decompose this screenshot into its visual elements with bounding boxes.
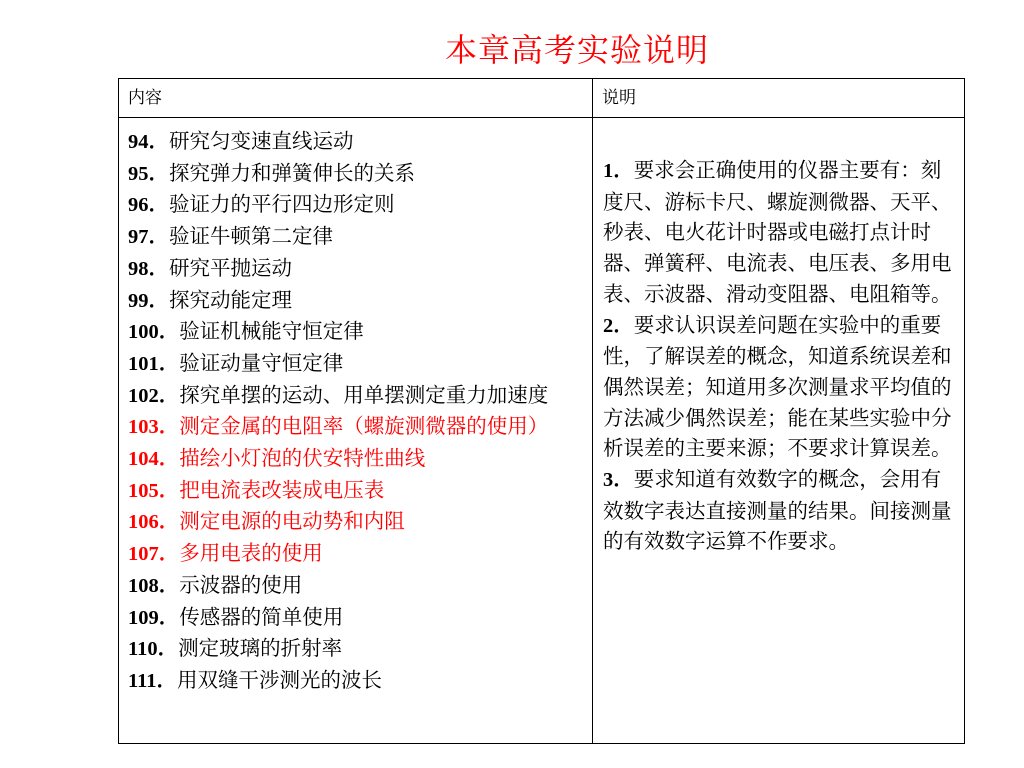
experiment-number: 102． bbox=[128, 384, 180, 407]
experiment-text: 探究弹力和弹簧伸长的关系 bbox=[169, 160, 415, 185]
experiment-item bbox=[128, 665, 588, 697]
experiment-text: 示波器的使用 bbox=[179, 572, 303, 597]
experiment-text: 验证力的平行四边形定则 bbox=[169, 192, 395, 217]
experiment-item bbox=[128, 475, 588, 507]
experiment-item bbox=[128, 506, 588, 538]
experiment-text: 测定玻璃的折射率 bbox=[178, 636, 343, 661]
experiment-item bbox=[128, 633, 588, 665]
experiment-text: 验证机械能守恒定律 bbox=[179, 319, 364, 344]
experiment-item bbox=[128, 411, 588, 443]
experiment-text: 多用电表的使用 bbox=[179, 541, 323, 566]
experiment-number: 99． bbox=[128, 289, 169, 312]
experiment-item bbox=[128, 285, 588, 317]
experiment-item bbox=[128, 189, 588, 221]
experiment-number: 95． bbox=[128, 162, 169, 185]
experiment-item bbox=[128, 380, 588, 412]
experiment-number: 96． bbox=[128, 194, 169, 217]
notes-list bbox=[593, 118, 964, 557]
page-title: 本章高考实验说明 bbox=[444, 31, 709, 69]
experiment-list bbox=[119, 118, 592, 697]
note-text: 要求认识误差问题在实验中的重要性，了解误差的概念，知道系统误差和偶然误差；知道用多次测量求平均值的方法减少偶然误差；能在某些实验中分析误差的主要来源；不要求计算误差。 bbox=[603, 312, 952, 461]
experiment-item bbox=[128, 126, 588, 158]
experiment-text: 研究平抛运动 bbox=[169, 255, 292, 280]
experiment-item bbox=[128, 253, 588, 285]
experiment-number: 104． bbox=[128, 448, 180, 471]
experiment-item bbox=[128, 316, 588, 348]
experiment-number: 108． bbox=[128, 574, 180, 597]
experiment-number: 103． bbox=[128, 416, 180, 439]
experiment-list-cell bbox=[119, 118, 593, 744]
experiment-number: 105． bbox=[128, 479, 180, 502]
note-paragraph bbox=[603, 464, 956, 557]
table-body-row bbox=[119, 118, 965, 744]
note-number: 2． bbox=[603, 314, 634, 337]
experiment-text: 测定电源的电动势和内阻 bbox=[179, 509, 405, 534]
title-area bbox=[0, 0, 1024, 80]
experiment-number: 94． bbox=[128, 131, 169, 153]
experiment-number: 110． bbox=[128, 638, 179, 661]
experiment-number: 111． bbox=[128, 669, 177, 692]
header-notes-label: 说明 bbox=[602, 88, 636, 108]
header-notes-cell bbox=[593, 79, 965, 118]
experiment-item bbox=[128, 158, 588, 190]
experiment-text: 探究单摆的运动、用单摆测定重力加速度 bbox=[179, 382, 549, 407]
experiment-table bbox=[118, 78, 965, 744]
experiment-item bbox=[128, 570, 588, 602]
experiment-text: 测定金属的电阻率（螺旋测微器的使用） bbox=[179, 414, 549, 439]
note-number: 3． bbox=[603, 469, 634, 492]
experiment-item bbox=[128, 348, 588, 380]
table-header-row bbox=[119, 79, 965, 118]
header-content-label: 内容 bbox=[128, 88, 162, 108]
experiment-number: 109． bbox=[128, 606, 180, 629]
experiment-item bbox=[128, 443, 588, 475]
experiment-text: 把电流表改装成电压表 bbox=[179, 477, 385, 502]
experiment-number: 98． bbox=[128, 257, 169, 280]
experiment-number: 106． bbox=[128, 511, 180, 534]
header-content-cell bbox=[119, 79, 593, 118]
note-paragraph bbox=[603, 155, 956, 310]
experiment-text: 传感器的简单使用 bbox=[179, 604, 344, 629]
experiment-item bbox=[128, 602, 588, 634]
note-text: 要求会正确使用的仪器主要有：刻度尺、游标卡尺、螺旋测微器、天平、秒表、电火花计时器或电磁打点计时器、弹簧秤、电流表、电压表、多用电表、示波器、滑动变阻器、电阻箱等。 bbox=[603, 158, 952, 306]
experiment-item bbox=[128, 538, 588, 570]
experiment-text: 描绘小灯泡的伏安特性曲线 bbox=[179, 446, 426, 471]
notes-cell bbox=[593, 118, 965, 744]
experiment-text: 用双缝干涉测光的波长 bbox=[177, 667, 382, 692]
experiment-item bbox=[128, 221, 588, 253]
experiment-text: 验证牛顿第二定律 bbox=[169, 224, 333, 249]
experiment-text: 探究动能定理 bbox=[169, 287, 292, 312]
note-text: 要求知道有效数字的概念，会用有效数字表达直接测量的结果。间接测量的有效数字运算不作要求。 bbox=[603, 467, 952, 554]
note-paragraph bbox=[603, 310, 956, 465]
experiment-number: 101． bbox=[128, 352, 180, 375]
experiment-text: 研究匀变速直线运动 bbox=[169, 129, 354, 153]
experiment-number: 100． bbox=[128, 321, 180, 344]
experiment-number: 107． bbox=[128, 543, 180, 566]
experiment-number: 97． bbox=[128, 226, 169, 249]
note-number: 1． bbox=[603, 160, 634, 182]
experiment-text: 验证动量守恒定律 bbox=[179, 350, 344, 375]
